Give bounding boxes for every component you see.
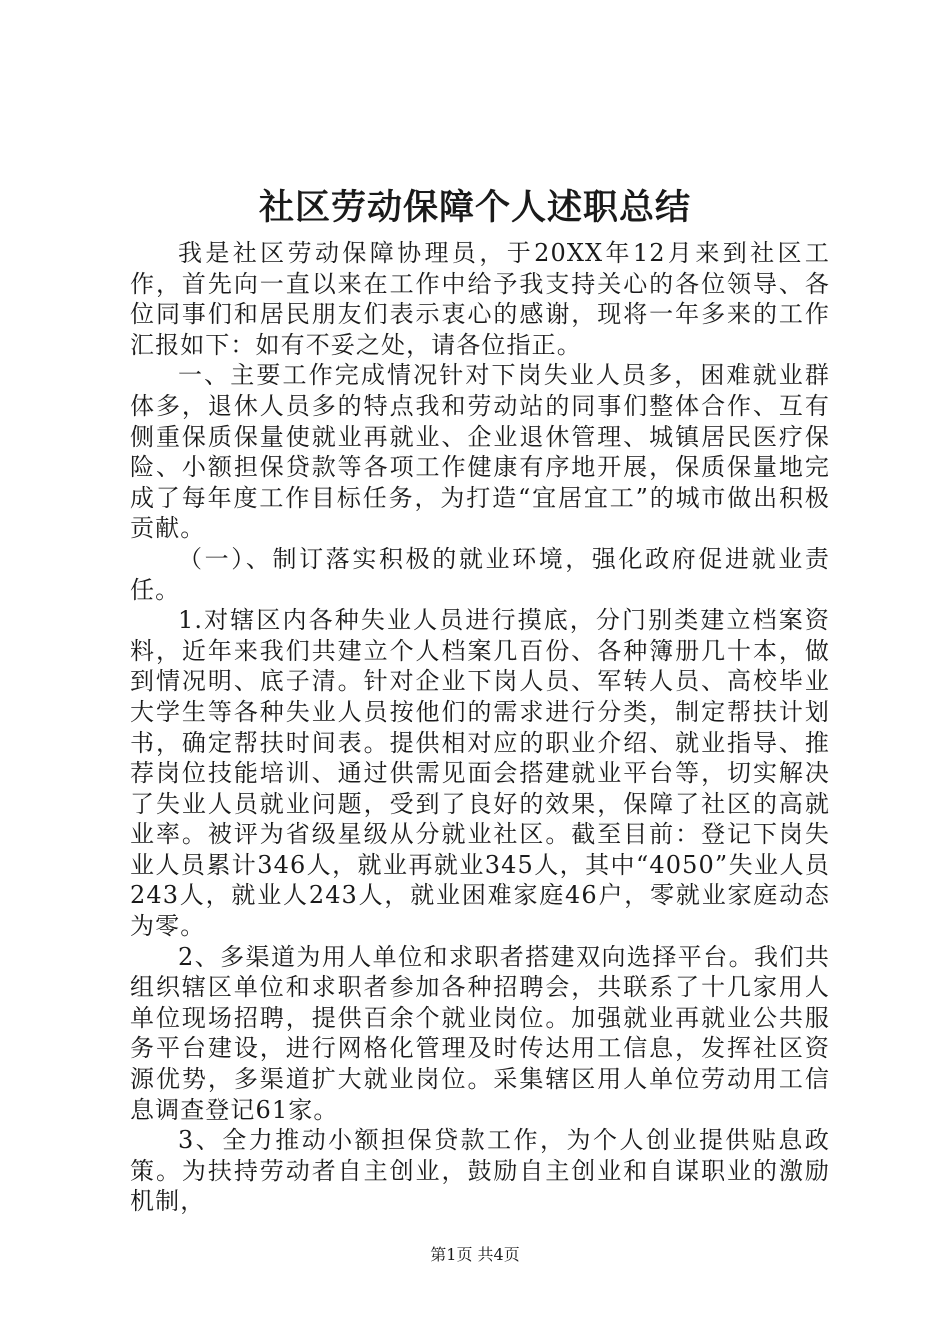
document-title: 社区劳动保障个人述职总结 bbox=[258, 187, 691, 228]
paragraph-item-two: 2、多渠道为用人单位和求职者搭建双向选择平台。我们共组织辖区单位和求职者参加各种招聘会，共联系了十几家用人单位现场招聘，提供百余个就业岗位。加强就业再就业公共服务平台建设，进行网格化管理及时传达用工信息，发挥社区资源优势，多渠道扩大就业岗位。采集辖区用人单位劳动用工信息调查登记61家。 bbox=[130, 942, 830, 1124]
document-body bbox=[130, 238, 830, 1217]
paragraph-intro: 我是社区劳动保障协理员，于20XX年12月来到社区工作，首先向一直以来在工作中给予我支持关心的各位领导、各位同事们和居民朋友们表示衷心的感谢，现将一年多来的工作汇报如下：如有不妥之处，请各位指正。 bbox=[130, 239, 830, 359]
page-number-footer: 第1页 共4页 bbox=[430, 1245, 520, 1264]
paragraph-item-one: 1.对辖区内各种失业人员进行摸底，分门别类建立档案资料，近年来我们共建立个人档案几百份、各种簿册几十本，做到情况明、底子清。针对企业下岗人员、军转人员、高校毕业大学生等各种失业人员按他们的需求进行分类，制定帮扶计划书，确定帮扶时间表。提供相对应的职业介绍、就业指导、推荐岗位技能培训、通过供需见面会搭建就业平台等，切实解决了失业人员就业问题，受到了良好的效果，保障了社区的高就业率。被评为省级星级从分就业社区。截至目前：登记下岗失业人员累计346人，就业再就业345人，其中“4050”失业人员243人，就业人243人，就业困难家庭46户，零就业家庭动态为零。 bbox=[130, 606, 830, 941]
paragraph-subsection-one: （一）、制订落实积极的就业环境，强化政府促进就业责任。 bbox=[130, 544, 830, 604]
paragraph-item-three: 3、全力推动小额担保贷款工作，为个人创业提供贴息政策。为扶持劳动者自主创业，鼓励自主创业和自谋职业的激励机制， bbox=[130, 1126, 830, 1216]
paragraph-section-one: 一、主要工作完成情况针对下岗失业人员多，困难就业群体多，退休人员多的特点我和劳动站的同事们整体合作、互有侧重保质保量使就业再就业、企业退休管理、城镇居民医疗保险、小额担保贷款等各项工作健康有序地开展，保质保量地完成了每年度工作目标任务，为打造“宜居宜工”的城市做出积极贡献。 bbox=[130, 361, 830, 543]
